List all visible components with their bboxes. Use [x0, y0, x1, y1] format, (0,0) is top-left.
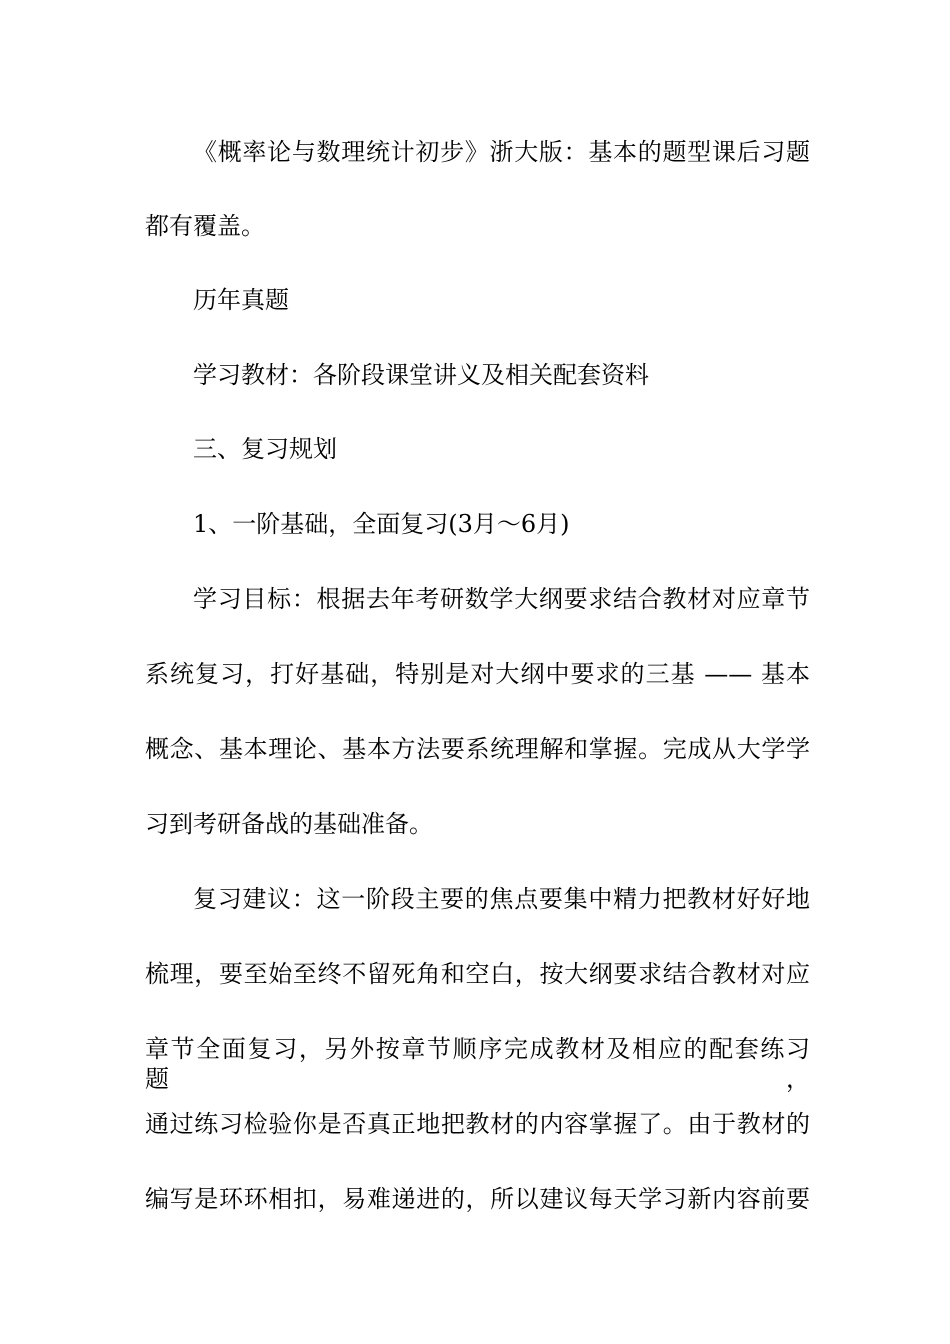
study-goal-line-4: 习到考研备战的基础准备。 [145, 810, 433, 838]
study-goal-line-3: 概念、基本理论、基本方法要系统理解和掌握。完成从大学学 [145, 735, 810, 763]
review-advice-line-1: 复习建议：这一阶段主要的焦点要集中精力把教材好好地 [193, 885, 810, 913]
review-advice-line-2: 梳理，要至始至终不留死角和空白，按大纲要求结合教材对应 [145, 960, 810, 988]
past-exam-heading: 历年真题 [193, 286, 289, 314]
review-advice-line-3: 章节全面复习，另外按章节顺序完成教材及相应的配套练习题， [145, 1035, 810, 1093]
review-advice-line-5: 编写是环环相扣，易难递进的，所以建议每天学习新内容前要 [145, 1185, 810, 1213]
phase-one-heading: 1、一阶基础，全面复习(3月～6月) [193, 510, 570, 538]
study-goal-line-1: 学习目标：根据去年考研数学大纲要求结合教材对应章节 [193, 585, 810, 613]
paragraph-textbook-line-2: 都有覆盖。 [145, 212, 265, 240]
review-advice-line-4: 通过练习检验你是否真正地把教材的内容掌握了。由于教材的 [145, 1110, 810, 1138]
paragraph-textbook-line-1: 《概率论与数理统计初步》浙大版：基本的题型课后习题 [193, 138, 810, 166]
study-materials-line: 学习教材：各阶段课堂讲义及相关配套资料 [193, 361, 649, 389]
study-goal-line-2: 系统复习，打好基础，特别是对大纲中要求的三基 —— 基本 [145, 660, 810, 688]
section-heading-review-plan: 三、复习规划 [193, 435, 337, 463]
